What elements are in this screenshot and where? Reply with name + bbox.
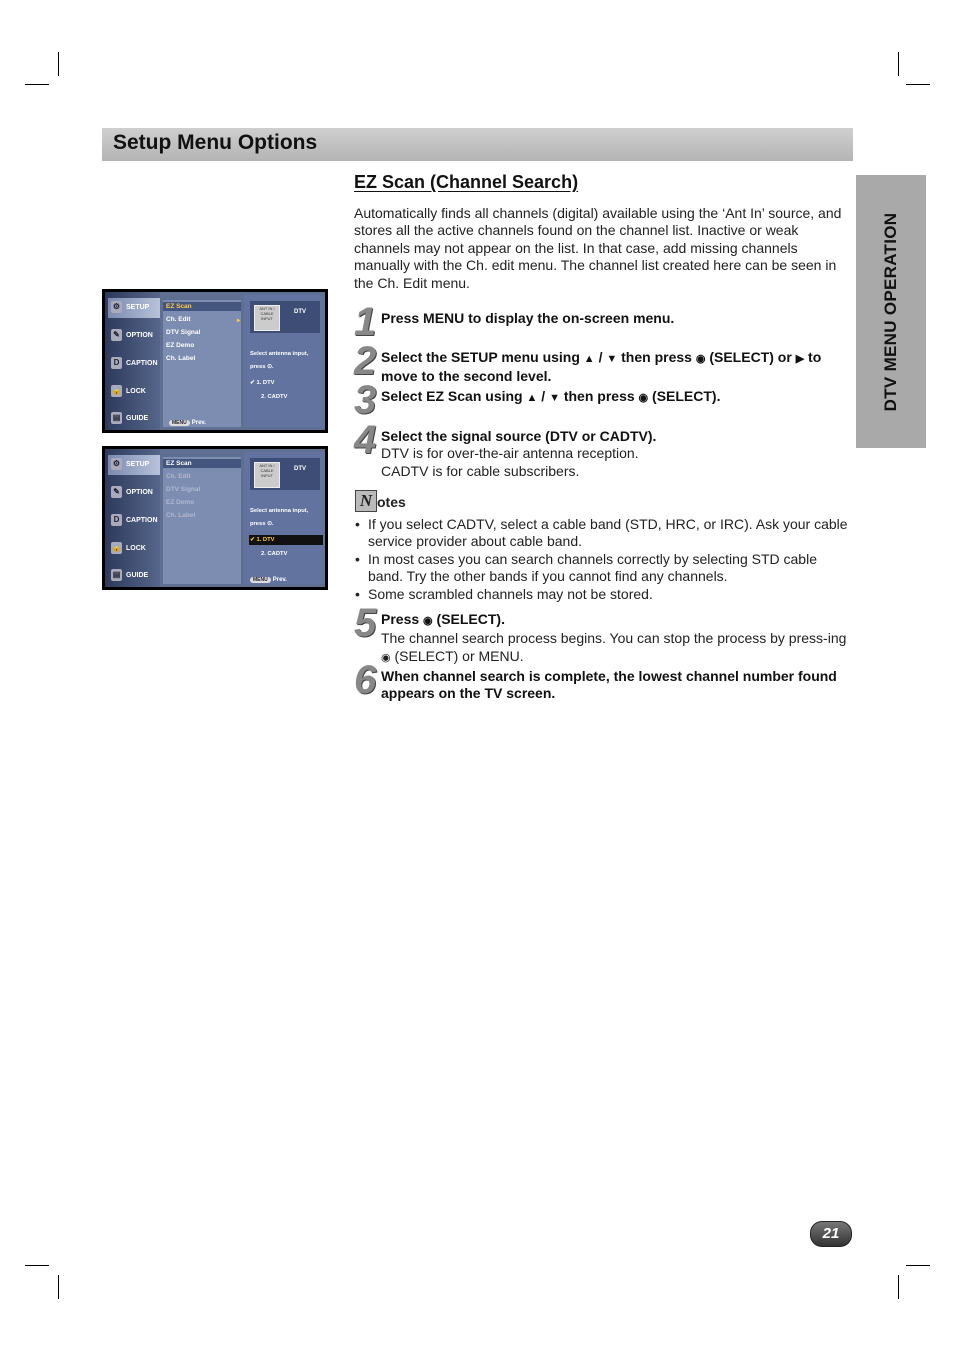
menu-item-guide: ▤ GUIDE xyxy=(112,413,149,422)
crop-mark xyxy=(898,1275,899,1299)
prev-hint: MENU Prev. xyxy=(169,420,206,426)
select-button-icon: ◉ xyxy=(423,615,433,627)
crop-mark xyxy=(906,1265,930,1266)
step-text: (SELECT) or xyxy=(709,349,792,365)
up-arrow-icon: ▲ xyxy=(526,392,538,404)
notes-title: otes xyxy=(377,494,406,510)
step-text: (SELECT). xyxy=(652,388,721,404)
crop-mark xyxy=(58,1275,59,1299)
caption-icon: D xyxy=(111,514,122,526)
step-number: 6 xyxy=(354,658,377,702)
intro-paragraph: Automatically finds all channels (digital) available using the ‘Ant In’ source, and stores all the active channels found on the channel list. Inactive or weak channels may not appear on the list. In that case, add missing channels manually with the Ch. edit menu. The channel list created here can be seen in the Ch. Edit menu. xyxy=(354,205,842,291)
press-text: press ⊙. xyxy=(250,364,274,370)
option-icon: ✎ xyxy=(111,486,122,498)
step-text: then press xyxy=(621,349,692,365)
menu-item-caption: D CAPTION xyxy=(108,511,160,531)
submenu-item-ch-label: Ch. Label xyxy=(166,512,196,519)
submenu-item-ez-demo: EZ Demo xyxy=(166,342,195,349)
sub-menu xyxy=(163,457,241,584)
step-1 xyxy=(354,300,850,344)
menu-item-lock: 🔒 LOCK xyxy=(111,386,146,395)
submenu-arrow-icon: ▸ xyxy=(237,317,241,324)
antenna-image: ANT IN / CABLE INPUT xyxy=(254,462,280,488)
antenna-image: ANT IN / CABLE INPUT xyxy=(254,305,280,331)
side-tab-label: DTV MENU OPERATION xyxy=(881,212,900,411)
step-text: When channel search is complete, the lowest channel number found appears on the TV screen. xyxy=(381,668,837,702)
submenu-item-ez-scan: EZ Scan xyxy=(166,303,192,310)
step-detail: DTV is for over-the-air antenna reception. xyxy=(381,445,639,462)
step-number: 4 xyxy=(354,418,377,462)
submenu-item-dtv-signal: DTV Signal xyxy=(166,486,201,493)
notes-list xyxy=(354,516,848,603)
lock-icon: 🔒 xyxy=(111,386,122,395)
menu-item-setup: ⚙ SETUP xyxy=(108,455,160,475)
list-item: • Some scrambled channels may not be stored. xyxy=(354,586,848,603)
step-number: 5 xyxy=(354,601,377,645)
step-detail: The channel search process begins. You can stop the process by press-ing xyxy=(381,630,847,647)
dtv-label: DTV xyxy=(294,309,306,315)
step-text: Select the signal source (DTV or CADTV). xyxy=(381,428,657,444)
side-tab xyxy=(856,175,926,448)
main-menu xyxy=(105,449,160,587)
right-panel xyxy=(244,452,325,584)
menu-item-guide: ▤ GUIDE xyxy=(112,570,149,579)
crop-mark xyxy=(25,84,49,85)
step-text: Press xyxy=(381,611,420,627)
right-panel xyxy=(244,295,325,427)
up-arrow-icon: ▲ xyxy=(583,353,595,365)
list-item: • In most cases you can search channels correctly by selecting STD cable band. Try the other bands if you cannot find any channels. xyxy=(354,551,848,586)
step-4 xyxy=(354,418,850,480)
lock-icon: 🔒 xyxy=(111,543,122,552)
option-cadtv: 2. CADTV xyxy=(261,394,288,400)
page-number: 21 xyxy=(822,1225,840,1242)
select-text: Select antenna input, xyxy=(250,351,309,357)
header-bar xyxy=(102,128,853,161)
step-3: 3 Select EZ Scan using ▲ / ▼ then press ◉ (SELECT). xyxy=(354,378,721,422)
page-title: Setup Menu Options xyxy=(113,131,318,154)
option-cadtv: 2. CADTV xyxy=(261,551,288,557)
menu-item-setup: ⚙ SETUP xyxy=(108,298,160,318)
option-icon: ✎ xyxy=(111,329,122,341)
step-text: Select the SETUP menu using xyxy=(381,349,580,365)
step-text: (SELECT). xyxy=(436,611,505,627)
option-dtv: ✔ 1. DTV xyxy=(250,380,275,386)
page-number-badge xyxy=(810,1221,852,1247)
right-arrow-icon: ▶ xyxy=(795,353,805,365)
submenu-item-ch-edit: Ch. Edit xyxy=(166,473,191,480)
section-title: EZ Scan (Channel Search) xyxy=(354,172,579,192)
down-arrow-icon: ▼ xyxy=(606,353,618,365)
select-button-icon: ◉ xyxy=(695,353,706,365)
submenu-item-ch-label: Ch. Label xyxy=(166,355,196,362)
step-2: 2 Select the SETUP menu using ▲ / ▼ then press ◉ (SELECT) or ▶ to move to the second level. xyxy=(354,339,822,385)
menu-item-lock: 🔒 LOCK xyxy=(111,543,146,552)
notes-heading xyxy=(355,490,406,512)
step-detail: (SELECT) or MENU. xyxy=(394,647,524,664)
step-detail: CADTV is for cable subscribers. xyxy=(381,462,580,479)
press-text: press ⊙. xyxy=(250,521,274,527)
list-item: • If you select CADTV, select a cable band (STD, HRC, or IRC). Ask your cable service provider about cable band. xyxy=(354,516,848,551)
option-dtv: ✔ 1. DTV xyxy=(250,537,275,543)
step-number: 2 xyxy=(354,339,377,383)
menu-screenshot-1 xyxy=(102,289,328,433)
step-6 xyxy=(354,658,850,703)
guide-icon: ▤ xyxy=(112,570,121,579)
down-arrow-icon: ▼ xyxy=(549,392,560,404)
step-text: Select EZ Scan using xyxy=(381,388,523,404)
step-text: Press MENU to display the on-screen menu. xyxy=(381,310,675,326)
submenu-item-dtv-signal: DTV Signal xyxy=(166,329,201,336)
step-number: 3 xyxy=(354,378,377,422)
guide-icon: ▤ xyxy=(112,413,121,422)
crop-mark xyxy=(25,1265,49,1266)
setup-icon: ⚙ xyxy=(112,302,121,311)
select-button-icon: ◉ xyxy=(638,392,649,404)
prev-hint: MENU Prev. xyxy=(250,577,287,583)
sub-menu xyxy=(163,300,241,427)
menu-item-caption: D CAPTION xyxy=(108,354,160,374)
step-5 xyxy=(354,601,850,667)
setup-icon: ⚙ xyxy=(112,459,121,468)
caption-icon: D xyxy=(111,357,122,369)
main-menu xyxy=(105,292,160,430)
submenu-item-ez-demo: EZ Demo xyxy=(166,499,195,506)
crop-mark xyxy=(898,52,899,76)
dtv-label: DTV xyxy=(294,466,306,472)
menu-item-option: ✎ OPTION xyxy=(108,326,160,346)
select-text: Select antenna input, xyxy=(250,508,309,514)
submenu-item-ch-edit: Ch. Edit xyxy=(166,316,191,323)
submenu-item-ez-scan: EZ Scan xyxy=(166,460,192,467)
crop-mark xyxy=(906,84,930,85)
step-text: then press xyxy=(563,388,635,404)
select-button-icon: ◉ xyxy=(381,651,391,664)
menu-item-option: ✎ OPTION xyxy=(108,483,160,503)
menu-screenshot-2 xyxy=(102,446,328,590)
crop-mark xyxy=(58,52,59,76)
step-text: to move to the second level. xyxy=(381,349,822,385)
notes-icon: N xyxy=(355,490,377,512)
step-number: 1 xyxy=(354,300,377,344)
